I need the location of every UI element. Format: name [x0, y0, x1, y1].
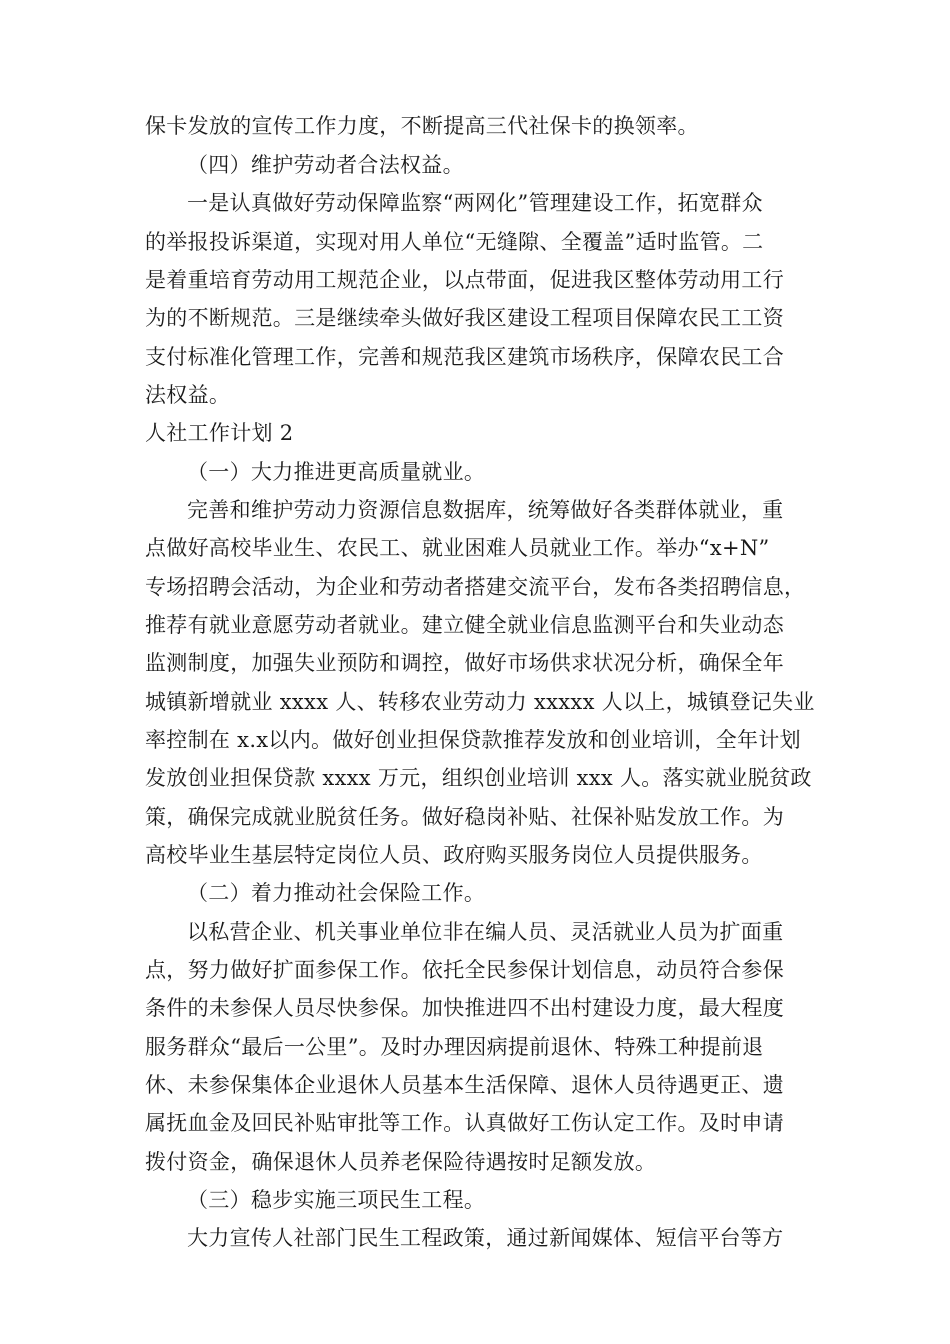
text-line: 专场招聘会活动，为企业和劳动者搭建交流平台，发布各类招聘信息，	[145, 575, 806, 599]
section-heading: （四）维护劳动者合法权益。	[187, 153, 464, 177]
text-line: 条件的未参保人员尽快参保。加快推进四不出村建设力度，最大程度	[145, 996, 784, 1020]
text-line: 保卡发放的宣传工作力度，不断提高三代社保卡的换领率。	[145, 114, 699, 138]
section-heading: （三）稳步实施三项民生工程。	[187, 1188, 486, 1212]
section-heading: （一）大力推进更高质量就业。	[187, 460, 486, 484]
text-line: 率控制在 x.x以内。做好创业担保贷款推荐发放和创业培训，全年计划	[145, 728, 801, 752]
text-line: 为的不断规范。三是继续牵头做好我区建设工程项目保障农民工工资	[145, 306, 784, 330]
text-line: 大力宣传人社部门民生工程政策，通过新闻媒体、短信平台等方	[187, 1226, 784, 1250]
text-line: 是着重培育劳动用工规范企业，以点带面，促进我区整体劳动用工行	[145, 268, 784, 292]
text-line: 法权益。	[145, 383, 231, 407]
text-line: 策，确保完成就业脱贫任务。做好稳岗补贴、社保补贴发放工作。为	[145, 805, 784, 829]
text-line: 的举报投诉渠道，实现对用人单位“无缝隙、全覆盖”适时监管。二	[145, 230, 764, 254]
text-line: 监测制度，加强失业预防和调控，做好市场供求状况分析，确保全年	[145, 651, 784, 675]
text-line: 推荐有就业意愿劳动者就业。建立健全就业信息监测平台和失业动态	[145, 613, 784, 637]
document-subtitle: 人社工作计划 2	[145, 421, 294, 445]
text-line: 完善和维护劳动力资源信息数据库，统筹做好各类群体就业，重	[187, 498, 784, 522]
text-line: 服务群众“最后一公里”。及时办理因病提前退休、特殊工种提前退	[145, 1035, 764, 1059]
text-line: 城镇新增就业 xxxx 人、转移农业劳动力 xxxxx 人以上，城镇登记失业	[145, 690, 815, 714]
text-line: 点做好高校毕业生、农民工、就业困难人员就业工作。举办“x+N”	[145, 536, 770, 560]
text-line: 休、未参保集体企业退休人员基本生活保障、退休人员待遇更正、遗	[145, 1073, 784, 1097]
text-line: 点，努力做好扩面参保工作。依托全民参保计划信息，动员符合参保	[145, 958, 784, 982]
text-line: 一是认真做好劳动保障监察“两网化”管理建设工作，拓宽群众	[187, 191, 763, 215]
text-line: 发放创业担保贷款 xxxx 万元，组织创业培训 xxx 人。落实就业脱贫政	[145, 766, 812, 790]
section-heading: （二）着力推动社会保险工作。	[187, 881, 486, 905]
text-line: 属抚血金及回民补贴审批等工作。认真做好工伤认定工作。及时申请	[145, 1111, 784, 1135]
text-line: 高校毕业生基层特定岗位人员、政府购买服务岗位人员提供服务。	[145, 843, 763, 867]
text-line: 支付标准化管理工作，完善和规范我区建筑市场秩序，保障农民工合	[145, 345, 784, 369]
text-line: 拨付资金，确保退休人员养老保险待遇按时足额发放。	[145, 1150, 657, 1174]
text-line: 以私营企业、机关事业单位非在编人员、灵活就业人员为扩面重	[187, 920, 784, 944]
